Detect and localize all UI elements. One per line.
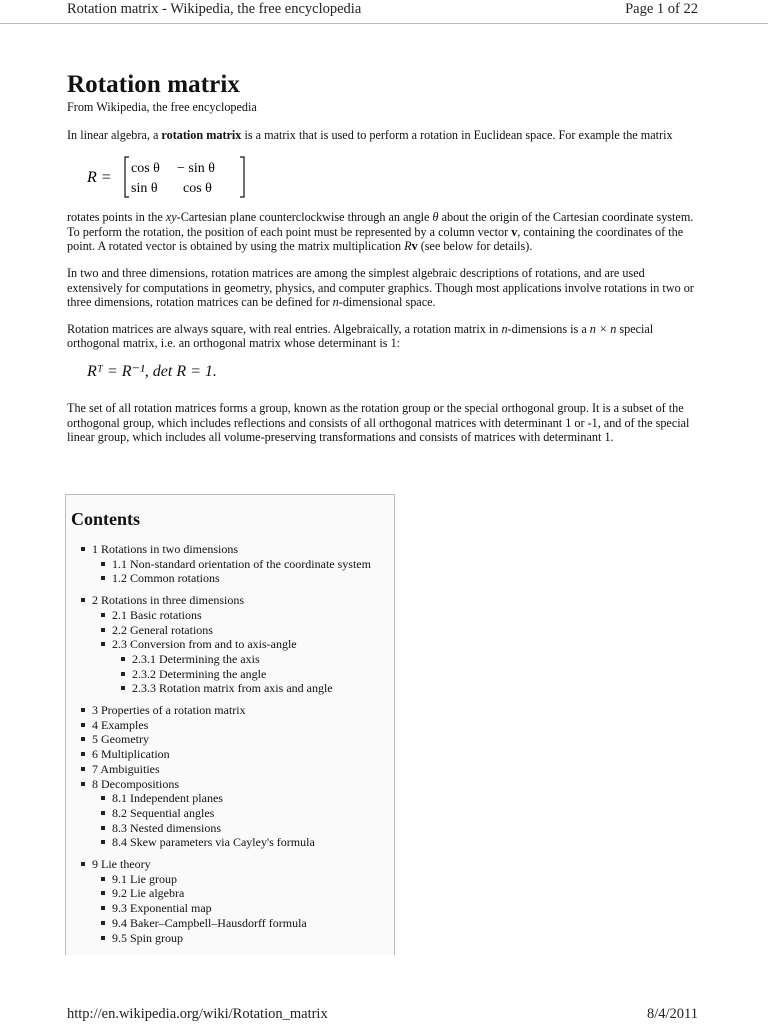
- toc-item[interactable]: [66, 901, 394, 916]
- matrix-m12: − sin θ: [177, 161, 215, 177]
- bullet-icon: [81, 752, 85, 756]
- text-run: is a matrix that is used to perform a rotation in Euclidean space. For example the matrix: [241, 127, 673, 142]
- text-run: In linear algebra, a: [67, 127, 162, 142]
- toc-item-label: 9.5 Spin group: [112, 930, 184, 945]
- toc-item-label: 2.3 Conversion from and to axis-angle: [112, 637, 297, 652]
- toc-item-label: 2.3.1 Determining the axis: [132, 651, 260, 666]
- text-run: , containing the coordinates of the point. A rotated vector is obtained by using the matrix multiplication: [67, 224, 684, 254]
- toc-item[interactable]: [66, 835, 394, 850]
- matrix-m21: sin θ: [131, 181, 158, 197]
- text-run: In two and three dimensions, rotation matrices are among the simplest algebraic descriptions of rotations, and are used extensively for computations in geometry, physics, and computer graphics. Though most applications involve rotations in two or three dimensions, rotation matrices can be defined for: [67, 265, 694, 310]
- article-body: [67, 71, 701, 445]
- toc-item[interactable]: [66, 857, 394, 872]
- bullet-icon: [101, 877, 105, 881]
- header-title: Rotation matrix - Wikipedia, the free encyclopedia: [67, 1, 362, 17]
- footer-date: 8/4/2011: [646, 1006, 698, 1022]
- toc-item-label: 2.3.3 Rotation matrix from axis and angle: [132, 681, 333, 696]
- toc-item-label: 1.1 Non-standard orientation of the coordinate system: [112, 556, 371, 571]
- math-v: v: [511, 224, 518, 239]
- bullet-icon: [101, 613, 105, 617]
- toc-item-label: 1 Rotations in two dimensions: [92, 542, 239, 556]
- toc-item[interactable]: [66, 593, 394, 608]
- toc-group: [66, 703, 394, 850]
- left-bracket: [125, 157, 129, 197]
- math-n-by-n: n × n: [589, 321, 617, 336]
- toc-item-label: 5 Geometry: [92, 732, 149, 747]
- math-R: R: [404, 239, 412, 254]
- toc-item-label: 9.3 Exponential map: [112, 901, 212, 916]
- right-bracket: [240, 157, 244, 197]
- text-run: about the origin of the Cartesian coordinate system. To perform the rotation, the position of each point must be represented by a column vector: [67, 210, 694, 239]
- print-footer: [67, 1006, 698, 1024]
- math-xy: xy: [165, 210, 177, 225]
- toc-item[interactable]: [66, 571, 394, 586]
- bullet-icon: [101, 562, 105, 566]
- bullet-icon: [101, 906, 105, 910]
- footer-url: http://en.wikipedia.org/wiki/Rotation_matrix: [67, 1006, 328, 1022]
- text-run: special orthogonal matrix, i.e. an orthogonal matrix whose determinant is 1:: [67, 321, 654, 351]
- toc-group: [66, 593, 394, 696]
- bullet-icon: [121, 686, 125, 690]
- bullet-icon: [101, 826, 105, 830]
- toc-item-label: 2.3.2 Determining the angle: [132, 666, 267, 681]
- toc-item-label: 8.2 Sequential angles: [112, 805, 215, 820]
- bullet-icon: [81, 782, 85, 786]
- matrix-m11: cos θ: [131, 161, 160, 177]
- text-run: Rotation matrices are always square, with real entries. Algebraically, a rotation matrix in: [67, 321, 502, 336]
- math-theta: θ: [432, 210, 439, 225]
- text-run: (see below for details).: [417, 239, 533, 254]
- toc-item-label: 9.1 Lie group: [112, 871, 177, 886]
- paragraph-rotates: [67, 210, 701, 254]
- math-v: v: [411, 239, 418, 254]
- toc-item-label: 9.2 Lie algebra: [112, 886, 185, 901]
- toc-item[interactable]: [66, 762, 394, 777]
- toc-item[interactable]: [66, 703, 394, 718]
- bullet-icon: [101, 840, 105, 844]
- bullet-icon: [101, 796, 105, 800]
- bullet-icon: [101, 642, 105, 646]
- toc-item-label: 3 Properties of a rotation matrix: [92, 703, 246, 718]
- bullet-icon: [121, 657, 125, 661]
- bullet-icon: [101, 891, 105, 895]
- rotation-matrix-equation: [87, 155, 701, 199]
- bullet-icon: [101, 936, 105, 940]
- page-title: Rotation matrix: [67, 71, 240, 98]
- toc-item-label: 8.3 Nested dimensions: [112, 820, 221, 835]
- bullet-icon: [81, 598, 85, 602]
- bullet-icon: [81, 862, 85, 866]
- toc-item[interactable]: [66, 608, 394, 623]
- toc-item[interactable]: [66, 557, 394, 572]
- bullet-icon: [81, 737, 85, 741]
- toc-item-label: 9.4 Baker–Campbell–Hausdorff formula: [112, 915, 307, 930]
- intro-paragraph: [67, 128, 701, 143]
- toc-item[interactable]: [66, 886, 394, 901]
- text-run: rotates points in the: [67, 210, 166, 225]
- toc-group: [66, 542, 394, 586]
- bullet-icon: [81, 723, 85, 727]
- toc-list: [66, 542, 394, 945]
- toc-item-label: 2.2 General rotations: [112, 622, 213, 637]
- toc-item[interactable]: [66, 718, 394, 733]
- toc-item-label: 8.4 Skew parameters via Cayley's formula: [112, 835, 315, 850]
- toc-item[interactable]: [66, 747, 394, 762]
- bullet-icon: [101, 921, 105, 925]
- paragraph-square: [67, 322, 701, 351]
- bullet-icon: [101, 628, 105, 632]
- toc-item[interactable]: [66, 667, 394, 682]
- toc-item[interactable]: [66, 623, 394, 638]
- matrix-lhs: R =: [87, 169, 112, 187]
- toc-item[interactable]: [66, 637, 394, 652]
- toc-item-label: 8.1 Independent planes: [112, 791, 223, 806]
- toc-item[interactable]: [66, 791, 394, 806]
- toc-item-label: 7 Ambiguities: [92, 761, 160, 776]
- toc-group: [66, 857, 394, 945]
- bullet-icon: [81, 708, 85, 712]
- bullet-icon: [121, 672, 125, 676]
- bullet-icon: [81, 767, 85, 771]
- header-divider: [0, 23, 768, 24]
- matrix-m22: cos θ: [183, 181, 212, 197]
- math-n: n: [332, 295, 339, 310]
- text-run: -dimensional space.: [338, 295, 436, 310]
- bullet-icon: [101, 576, 105, 580]
- header-page-number: Page 1 of 22: [625, 1, 698, 17]
- toc-item-label: 4 Examples: [92, 717, 149, 732]
- toc-item-label: 2.1 Basic rotations: [112, 607, 202, 622]
- toc-item[interactable]: [66, 681, 394, 696]
- toc-title: Contents: [71, 509, 141, 529]
- toc-item[interactable]: [66, 542, 394, 557]
- toc-item-label: 8 Decompositions: [92, 776, 179, 791]
- toc-item-label: 9 Lie theory: [92, 857, 151, 872]
- paragraph-group: The set of all rotation matrices forms a group, known as the rotation group or the special orthogonal group. It is a subset of the orthogonal group, which includes reflections and consists of all orthogonal matrices with determinant 1 or -1, and of the special linear group, which includes all volume-preserving transformations and consists of matrices with determinant 1.: [67, 400, 690, 445]
- text-run: -dimensions is a: [507, 321, 590, 336]
- bold-term[interactable]: rotation matrix: [161, 127, 242, 142]
- toc-item[interactable]: [66, 821, 394, 836]
- toc-item-label: 2 Rotations in three dimensions: [92, 593, 244, 608]
- toc-item-label: 6 Multiplication: [92, 747, 170, 762]
- print-header: [67, 1, 698, 21]
- toc-item[interactable]: [66, 931, 394, 946]
- toc-item[interactable]: [66, 652, 394, 667]
- orthogonality-equation: Rᵀ = R⁻¹, det R = 1.: [87, 362, 217, 380]
- toc-item-label: 1.2 Common rotations: [112, 571, 220, 586]
- toc-item[interactable]: [66, 806, 394, 821]
- matrix-svg: [87, 155, 257, 199]
- bullet-icon: [81, 547, 85, 551]
- table-of-contents: [65, 494, 395, 955]
- toc-item[interactable]: [66, 777, 394, 792]
- toc-item[interactable]: [66, 732, 394, 747]
- text-run: -Cartesian plane counterclockwise through an angle: [176, 210, 433, 225]
- bullet-icon: [101, 811, 105, 815]
- page-subtitle: From Wikipedia, the free encyclopedia: [67, 100, 257, 114]
- math-n: n: [501, 321, 508, 336]
- paragraph-dimensions: [67, 266, 701, 310]
- toc-item[interactable]: [66, 872, 394, 887]
- toc-item[interactable]: [66, 916, 394, 931]
